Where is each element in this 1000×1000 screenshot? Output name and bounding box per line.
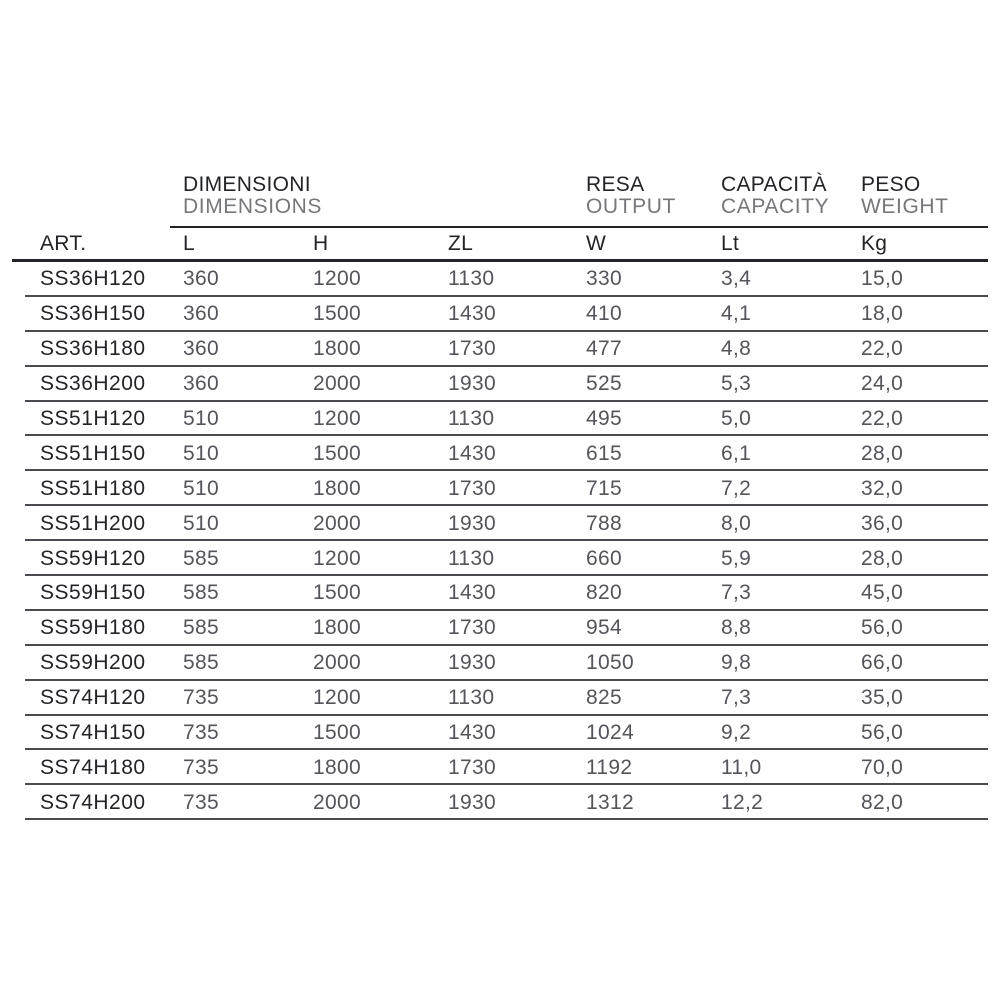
cell-zl: 1730	[448, 476, 496, 500]
cell-w: 1312	[586, 790, 634, 814]
cell-w: 615	[586, 441, 622, 465]
cell-w: 1024	[586, 721, 634, 745]
cell-l: 360	[183, 372, 219, 396]
table-row	[12, 750, 988, 785]
group-header-dimensions	[180, 174, 583, 218]
cell-zl: 1930	[448, 511, 496, 535]
cell-art: SS36H180	[40, 337, 146, 361]
cell-l: 510	[183, 511, 219, 535]
cell-zl: 1430	[448, 581, 496, 605]
cell-lt: 8,8	[721, 616, 752, 640]
cell-art: SS59H200	[40, 651, 146, 675]
cell-lt: 8,0	[721, 511, 752, 535]
column-header-art: ART.	[40, 231, 87, 255]
cell-kg: 35,0	[861, 686, 904, 710]
cell-w: 660	[586, 546, 622, 570]
cell-w: 1050	[586, 651, 634, 675]
cell-kg: 28,0	[861, 546, 904, 570]
cell-zl: 1430	[448, 721, 496, 745]
product-spec-table	[12, 174, 988, 820]
cell-zl: 1130	[448, 686, 495, 710]
table-row	[12, 541, 988, 576]
cell-kg: 70,0	[861, 755, 904, 779]
table-body	[12, 262, 988, 820]
cell-zl: 1730	[448, 616, 496, 640]
table-row	[12, 471, 988, 506]
cell-lt: 7,2	[721, 476, 752, 500]
cell-h: 1500	[313, 302, 361, 326]
cell-lt: 4,8	[721, 337, 752, 361]
cell-zl: 1930	[448, 790, 496, 814]
group-title-dimensions: DIMENSIONI	[183, 173, 311, 196]
cell-l: 735	[183, 755, 219, 779]
cell-lt: 9,2	[721, 721, 752, 745]
cell-l: 585	[183, 581, 219, 605]
cell-lt: 12,2	[721, 790, 764, 814]
cell-zl: 1130	[448, 267, 495, 291]
cell-lt: 3,4	[721, 267, 752, 291]
table-row	[12, 785, 988, 820]
cell-art: SS51H120	[40, 407, 146, 430]
cell-l: 585	[183, 651, 219, 675]
cell-h: 1800	[313, 616, 361, 640]
cell-l: 360	[183, 267, 219, 291]
cell-kg: 18,0	[861, 302, 904, 326]
cell-w: 788	[586, 511, 622, 535]
cell-lt: 5,9	[721, 546, 752, 570]
cell-kg: 15,0	[861, 267, 904, 291]
cell-h: 1500	[313, 721, 361, 745]
cell-art: SS51H200	[40, 511, 146, 535]
table-row	[12, 402, 988, 437]
table-row	[12, 332, 988, 367]
table-row	[12, 716, 988, 751]
cell-l: 585	[183, 616, 219, 640]
cell-l: 510	[183, 476, 219, 500]
cell-lt: 5,0	[721, 407, 752, 430]
cell-h: 1800	[313, 476, 361, 500]
table-row	[12, 506, 988, 541]
column-header-h: H	[313, 231, 329, 255]
cell-lt: 7,3	[721, 581, 752, 605]
cell-h: 1200	[313, 686, 361, 710]
cell-art: SS59H150	[40, 581, 146, 605]
cell-zl: 1930	[448, 651, 496, 675]
group-title-capacity: CAPACITÀ	[721, 173, 827, 196]
cell-w: 820	[586, 581, 622, 605]
group-header-weight	[858, 174, 988, 218]
cell-zl: 1430	[448, 302, 496, 326]
cell-w: 525	[586, 372, 622, 396]
cell-w: 715	[586, 476, 622, 500]
cell-lt: 9,8	[721, 651, 752, 675]
cell-kg: 22,0	[861, 337, 904, 361]
group-subtitle-output: OUTPUT	[586, 195, 676, 218]
cell-l: 735	[183, 721, 219, 745]
cell-h: 1800	[313, 755, 361, 779]
group-subtitle-weight: WEIGHT	[861, 195, 949, 218]
cell-h: 2000	[313, 651, 361, 675]
cell-zl: 1130	[448, 546, 495, 570]
cell-zl: 1730	[448, 755, 496, 779]
group-subtitle-dimensions: DIMENSIONS	[183, 195, 323, 218]
table-row	[12, 262, 988, 297]
cell-art: SS74H120	[40, 686, 146, 710]
group-title-output: RESA	[586, 173, 645, 196]
cell-art: SS74H200	[40, 790, 146, 814]
table-row	[12, 576, 988, 611]
cell-art: SS74H180	[40, 755, 146, 779]
cell-kg: 36,0	[861, 511, 904, 535]
cell-lt: 7,3	[721, 686, 752, 710]
group-header-underline	[170, 226, 988, 228]
table-row	[12, 646, 988, 681]
cell-kg: 56,0	[861, 721, 904, 745]
cell-h: 2000	[313, 790, 361, 814]
cell-w: 330	[586, 267, 622, 291]
group-header-capacity	[718, 174, 858, 218]
cell-w: 410	[586, 302, 622, 326]
cell-art: SS36H120	[40, 267, 146, 291]
cell-art: SS59H120	[40, 546, 146, 570]
cell-kg: 32,0	[861, 476, 904, 500]
cell-w: 495	[586, 407, 622, 430]
cell-l: 510	[183, 441, 219, 465]
cell-l: 585	[183, 546, 219, 570]
cell-zl: 1730	[448, 337, 496, 361]
cell-art: SS51H150	[40, 441, 146, 465]
column-header-lt: Lt	[721, 231, 740, 255]
cell-h: 1200	[313, 546, 361, 570]
cell-kg: 22,0	[861, 407, 904, 430]
cell-w: 954	[586, 616, 622, 640]
cell-l: 735	[183, 686, 219, 710]
group-header-output	[583, 174, 718, 218]
cell-zl: 1930	[448, 372, 496, 396]
column-header-l: L	[183, 231, 195, 255]
cell-w: 825	[586, 686, 622, 710]
cell-h: 1500	[313, 581, 361, 605]
cell-kg: 28,0	[861, 441, 904, 465]
group-title-weight: PESO	[861, 173, 921, 196]
group-subtitle-capacity: CAPACITY	[721, 195, 830, 218]
cell-zl: 1430	[448, 441, 496, 465]
cell-h: 1500	[313, 441, 361, 465]
cell-lt: 6,1	[721, 441, 752, 465]
cell-kg: 82,0	[861, 790, 904, 814]
cell-art: SS74H150	[40, 721, 146, 745]
cell-kg: 45,0	[861, 581, 904, 605]
cell-art: SS36H150	[40, 302, 146, 326]
cell-l: 360	[183, 337, 219, 361]
cell-lt: 4,1	[721, 302, 752, 326]
cell-l: 360	[183, 302, 219, 326]
table-row	[12, 367, 988, 402]
cell-h: 1800	[313, 337, 361, 361]
table-row	[12, 681, 988, 716]
cell-w: 477	[586, 337, 622, 361]
table-group-header-row	[12, 174, 988, 228]
cell-kg: 66,0	[861, 651, 904, 675]
table-row	[12, 297, 988, 332]
cell-kg: 24,0	[861, 372, 904, 396]
cell-h: 2000	[313, 372, 361, 396]
cell-art: SS51H180	[40, 476, 146, 500]
cell-art: SS59H180	[40, 616, 146, 640]
table-column-header-row	[12, 228, 988, 262]
cell-lt: 11,0	[721, 755, 762, 779]
cell-h: 2000	[313, 511, 361, 535]
column-header-kg: Kg	[861, 231, 888, 255]
column-header-zl: ZL	[448, 231, 474, 255]
cell-w: 1192	[586, 755, 633, 779]
cell-zl: 1130	[448, 407, 495, 430]
table-row	[12, 436, 988, 471]
cell-h: 1200	[313, 267, 361, 291]
cell-h: 1200	[313, 407, 361, 430]
table-row	[12, 611, 988, 646]
cell-l: 735	[183, 790, 219, 814]
cell-kg: 56,0	[861, 616, 904, 640]
cell-art: SS36H200	[40, 372, 146, 396]
cell-l: 510	[183, 407, 219, 430]
cell-lt: 5,3	[721, 372, 752, 396]
column-header-w: W	[586, 231, 607, 255]
